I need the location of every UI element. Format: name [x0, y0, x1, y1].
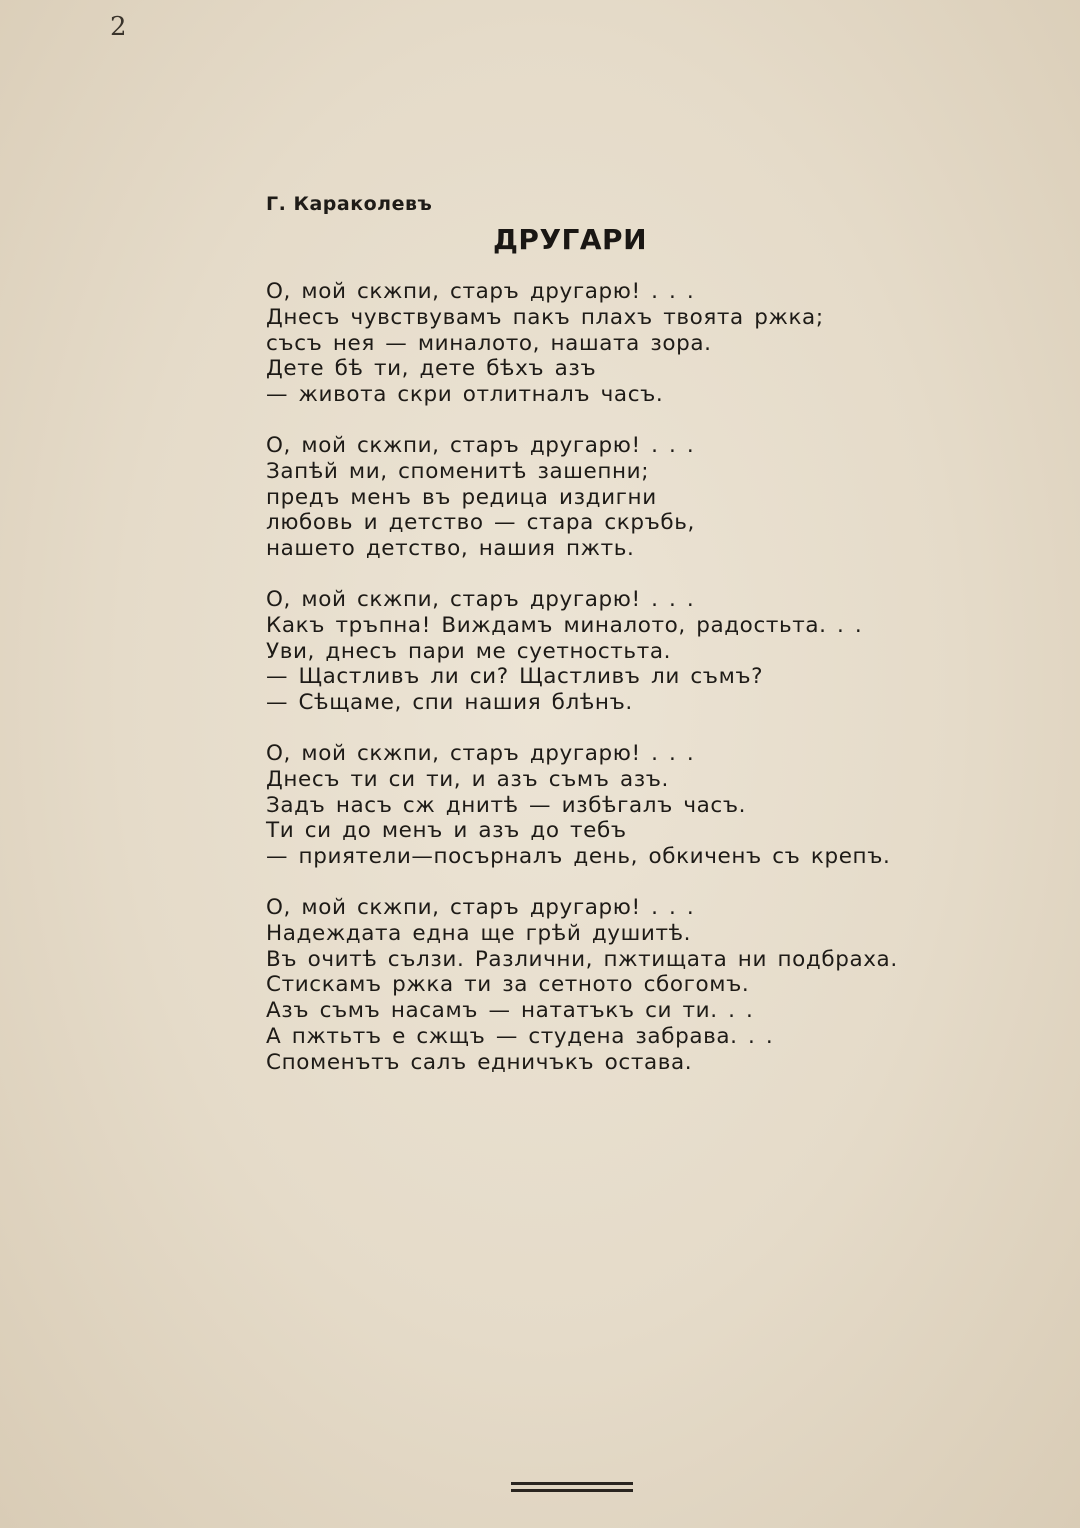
- poem-line: — приятели—посърналъ день, обкиченъ съ крепъ.: [266, 844, 891, 870]
- poem-line: О, мой скжпи, старъ другарю! . . .: [266, 432, 695, 458]
- poem-body: [266, 279, 906, 1101]
- author-name: Г. Караколевъ: [266, 193, 433, 215]
- poem-line: предъ менъ въ редица издигни: [266, 484, 657, 510]
- poem-line: Дете бѣ ти, дете бѣхъ азъ: [266, 356, 597, 382]
- poem-title: ДРУГАРИ: [492, 223, 647, 256]
- poem-line: Какъ тръпна! Виждамъ миналото, радостьта. . .: [266, 612, 863, 638]
- poem-stanza: [266, 587, 906, 716]
- poem-line: Запѣй ми, споменитѣ зашепни;: [266, 458, 650, 484]
- closing-rule-bottom: [511, 1489, 633, 1492]
- poem-stanza: [266, 895, 906, 1076]
- poem-line: нашето детство, нашия пжть.: [266, 536, 635, 562]
- poem-line: любовь и детство — стара скръбь,: [266, 510, 695, 536]
- poem-line: О, мой скжпи, старъ другарю! . . .: [266, 894, 695, 920]
- poem-line: Въ очитѣ сълзи. Различни, пжтищата ни подбраха.: [266, 946, 898, 972]
- poem-line: Днесъ чувствувамъ пакъ плахъ твоята ржка;: [266, 304, 824, 330]
- poem-line: Споменътъ салъ едничъкъ остава.: [266, 1049, 693, 1075]
- poem-line: Днесъ ти си ти, и азъ съмъ азъ.: [266, 766, 669, 792]
- poem-line: Стискамъ ржка ти за сетното сбогомъ.: [266, 972, 750, 998]
- page-number: 2: [110, 12, 127, 42]
- poem-line: О, мой скжпи, старъ другарю! . . .: [266, 740, 695, 766]
- poem-line: Надеждата една ще грѣй душитѣ.: [266, 920, 692, 946]
- poem-line: Уви, днесъ пари ме суетностьта.: [266, 638, 672, 664]
- poem-line: О, мой скжпи, старъ другарю! . . .: [266, 586, 695, 612]
- poem-line: — Щастливъ ли си? Щастливъ ли съмъ?: [266, 664, 764, 690]
- poem-line: Азъ съмъ насамъ — нататъкъ си ти. . .: [266, 998, 754, 1024]
- poem-line: А пжтьтъ е сжщъ — студена забрава. . .: [266, 1023, 774, 1049]
- poem-line: О, мой скжпи, старъ другарю! . . .: [266, 279, 695, 304]
- poem-line: съсъ нея — миналото, нашата зора.: [266, 330, 712, 356]
- poem-stanza: [266, 433, 906, 562]
- poem-line: Задъ насъ сж днитѣ — избѣгалъ часъ.: [266, 792, 747, 818]
- poem-line: Ти си до менъ и азъ до тебъ: [266, 818, 627, 844]
- poem-line: — живота скри отлитналъ часъ.: [266, 382, 664, 408]
- poem-stanza: [266, 741, 906, 870]
- closing-rule-top: [511, 1482, 633, 1485]
- poem-stanza: [266, 279, 906, 408]
- poem-line: — Сѣщаме, спи нашия блѣнъ.: [266, 690, 633, 716]
